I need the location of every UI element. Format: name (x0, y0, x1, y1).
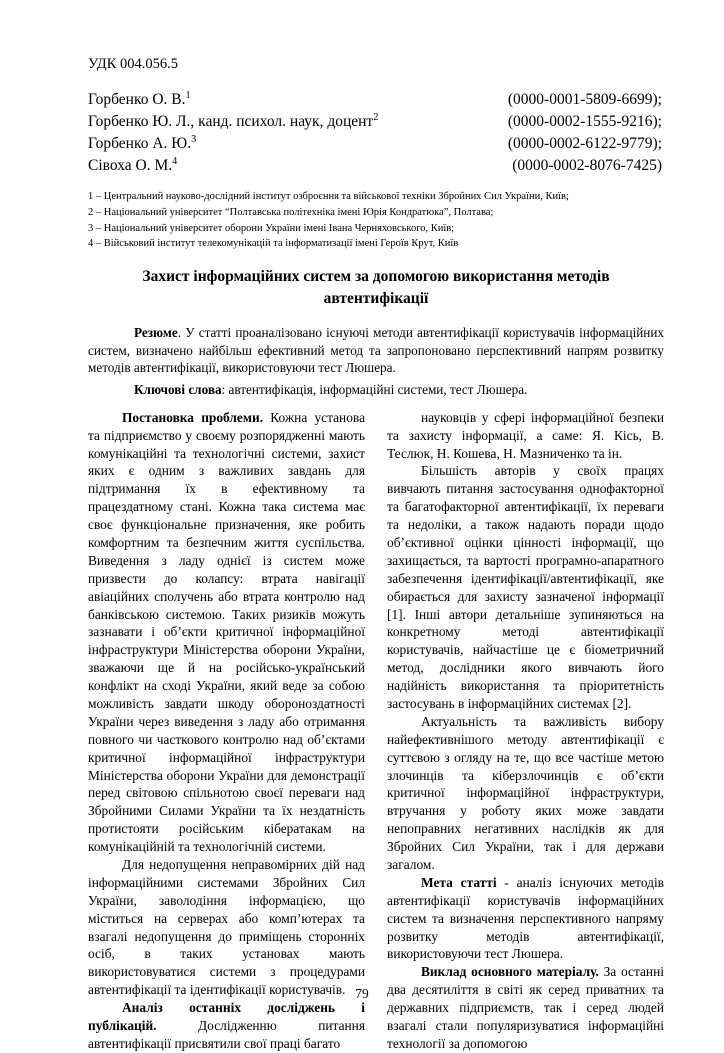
author-row (88, 111, 664, 133)
author-row (88, 133, 664, 155)
affiliation-item: 2 – Національний університет “Полтавська політехніка імені Юрія Кондратюка”, Полтава; (88, 206, 494, 218)
paragraph-lead: Виклад основного матеріалу. (421, 964, 599, 980)
keywords-label: Ключові слова (134, 382, 222, 398)
author-name: Горбенко О. В.$^1$ (88, 89, 191, 108)
affiliation-item: 1 – Центральний науково-дослідний інститут озброєння та військової техніки Збройних Сил України, Київ; (88, 191, 569, 202)
paragraph-text: Кожна установа та підприємство у своєму розпорядженні мають комунікаційні та технологічні системи, захист яких є одним з важливих завдань для підтримання їх в ефективному та працездатному стані. Кожна така система має своє функціональне призначення, яке робить комфортним та безпечним життя суспільства. Виведення з ладу однієї із систем може призвести до колапсу: втрата навігації авіаційних сполучень або втрата контролю над банківською системою. Таких ризиків можуть зазнавати і об’єкти критичної інформаційної інфраструктури Міністерства оборони України, зважаючи ще й на російсько-український конфлікт на сході України, який веде за собою можливість завдати шкоду обороноздатності України через виведення з ладу або отримання повного чи часткового контролю над об’єктами критичної інформаційної інфраструктури Міністерства оборони України для демонстрації перед світовою спільнотою своєї переваги над Збройними Силами України та їх нездатність протистояти російським кібератакам на комунікаційній та технологічній системи. (88, 409, 366, 855)
paragraph (88, 856, 365, 999)
affiliation-item: 3 – Національний університет оборони України імені Івана Черняховського, Київ; (88, 222, 455, 234)
article-title: Захист інформаційних систем за допомогою використання методів автентифікації (142, 268, 610, 307)
keywords-text: : автентифікація, інформаційні системи, тест Люшера. (221, 382, 528, 398)
author-name: Горбенко А. Ю.$^3$ (88, 133, 197, 152)
author-row (88, 89, 664, 111)
author-row (88, 155, 664, 177)
paragraph-text: науковців у сфері інформаційної безпеки та захисту інформації, а саме: Я. Кісь, В. Теслюк, Н. Кошева, Н. Мазниченко та ін. (387, 409, 664, 461)
author-affiliation-marker: 3 (191, 133, 197, 145)
author-affiliation-marker: 4 (172, 155, 178, 167)
paragraph-lead: Аналіз останніх досліджень і публікацій. (88, 1000, 365, 1034)
author-orcid: (0000-0002-6122-9779); (507, 135, 662, 152)
author-orcid: (0000-0002-1555-9216); (507, 113, 662, 130)
paragraph-text: За останні два десятиліття в світі як серед приватних та державних підприємств, так і серед людей взагалі стали популяризуватися інформаційні технології за допомогою (387, 964, 664, 1051)
paragraph (387, 409, 664, 463)
paragraph-text: Актуальність та важливість вибору найефективнішого методу автентифікації є суттєвою з огляду на те, що все частіше метою злочинців та кіберзлочинців є об’єкти критичної інформаційної інфраструктури, втручання у роботу яких може завдати непоправних негативних наслідків як для Збройних Сил України, так і для держави загалом. (387, 713, 664, 873)
paragraph-text: Для недопущення неправомірних дій над інформаційними системами Збройних Сил України, заволодіння інформацією, що міститься на серверах або комп’ютерах та взагалі недопущення до приміщень сторонніх осіб, в таких установах мають використовуватися системи з процедурами автентифікації та ідентифікації користувачів. (88, 857, 365, 998)
affiliation-item: 4 – Військовий інститут телекомунікацій та інформатизації імені Героїв Крут, Київ (88, 238, 459, 250)
affiliations-block (88, 189, 664, 252)
paragraph (88, 999, 365, 1053)
author-affiliation-marker: 2 (373, 111, 379, 123)
author-name: Сівоха О. М.$^4$ (88, 155, 178, 174)
paragraph-text: Дослідженню питання автентифікації присвятили свої праці багато (88, 1018, 365, 1051)
author-name: Горбенко Ю. Л., канд. психол. наук, доцент$^2$ (88, 111, 379, 130)
paragraph-lead: Мета статті (421, 874, 497, 890)
page-number: 79 (355, 986, 369, 1001)
keywords-block (88, 381, 664, 399)
abstract-paragraph (88, 324, 664, 377)
abstract-label: Резюме (134, 325, 178, 340)
paragraph (387, 462, 664, 712)
paragraph-text: Більшість авторів у своїх працях вивчають питання застосування однофакторної та багатофакторної автентифікації, їх переваги та недоліки, а також надають поради щодо об’єктивної оцінки цінності інформації, що захищається, та вартості програмно-апаратного забезпечення ідентифікації/автентифікації, яке обирається для захисту зазначеної інформації [1]. Інші автори детальніше зупиняються на конкретному методі автентифікації користувачів, найчастіше це є біометричний метод, дослідники якого вивчають його надійність використання та пріоритетність застосувань в інформаційних системах [2]. (387, 463, 664, 711)
authors-block (88, 89, 664, 177)
left-column (88, 409, 365, 1053)
author-orcid: (0000-0002-8076-7425) (512, 157, 662, 174)
right-column (387, 409, 664, 1053)
body-columns (88, 409, 664, 1053)
paragraph (387, 713, 664, 874)
abstract-block (88, 324, 664, 377)
paragraph (88, 409, 365, 856)
abstract-text: . У статті проаналізовано існуючі методи автентифікації користувачів інформаційних систем, визначено найбільш ефективний метод та запропоновано перспективний напрям розвитку методів автентифікації, використовуючи тест Люшера. (88, 325, 664, 376)
paragraph-text: - аналіз існуючих методів автентифікації користувачів інформаційних систем та визначення перспективного напряму розвитку методів автентифікації, використовуючи тест Люшера. (387, 874, 664, 962)
paragraph (387, 963, 664, 1052)
paragraph-lead: Постановка проблеми. (122, 409, 264, 425)
paragraph (387, 874, 664, 963)
author-affiliation-marker: 1 (185, 89, 191, 101)
author-orcid: (0000-0001-5809-6699); (507, 91, 662, 108)
udk-code: УДК 004.056.5 (88, 56, 178, 72)
